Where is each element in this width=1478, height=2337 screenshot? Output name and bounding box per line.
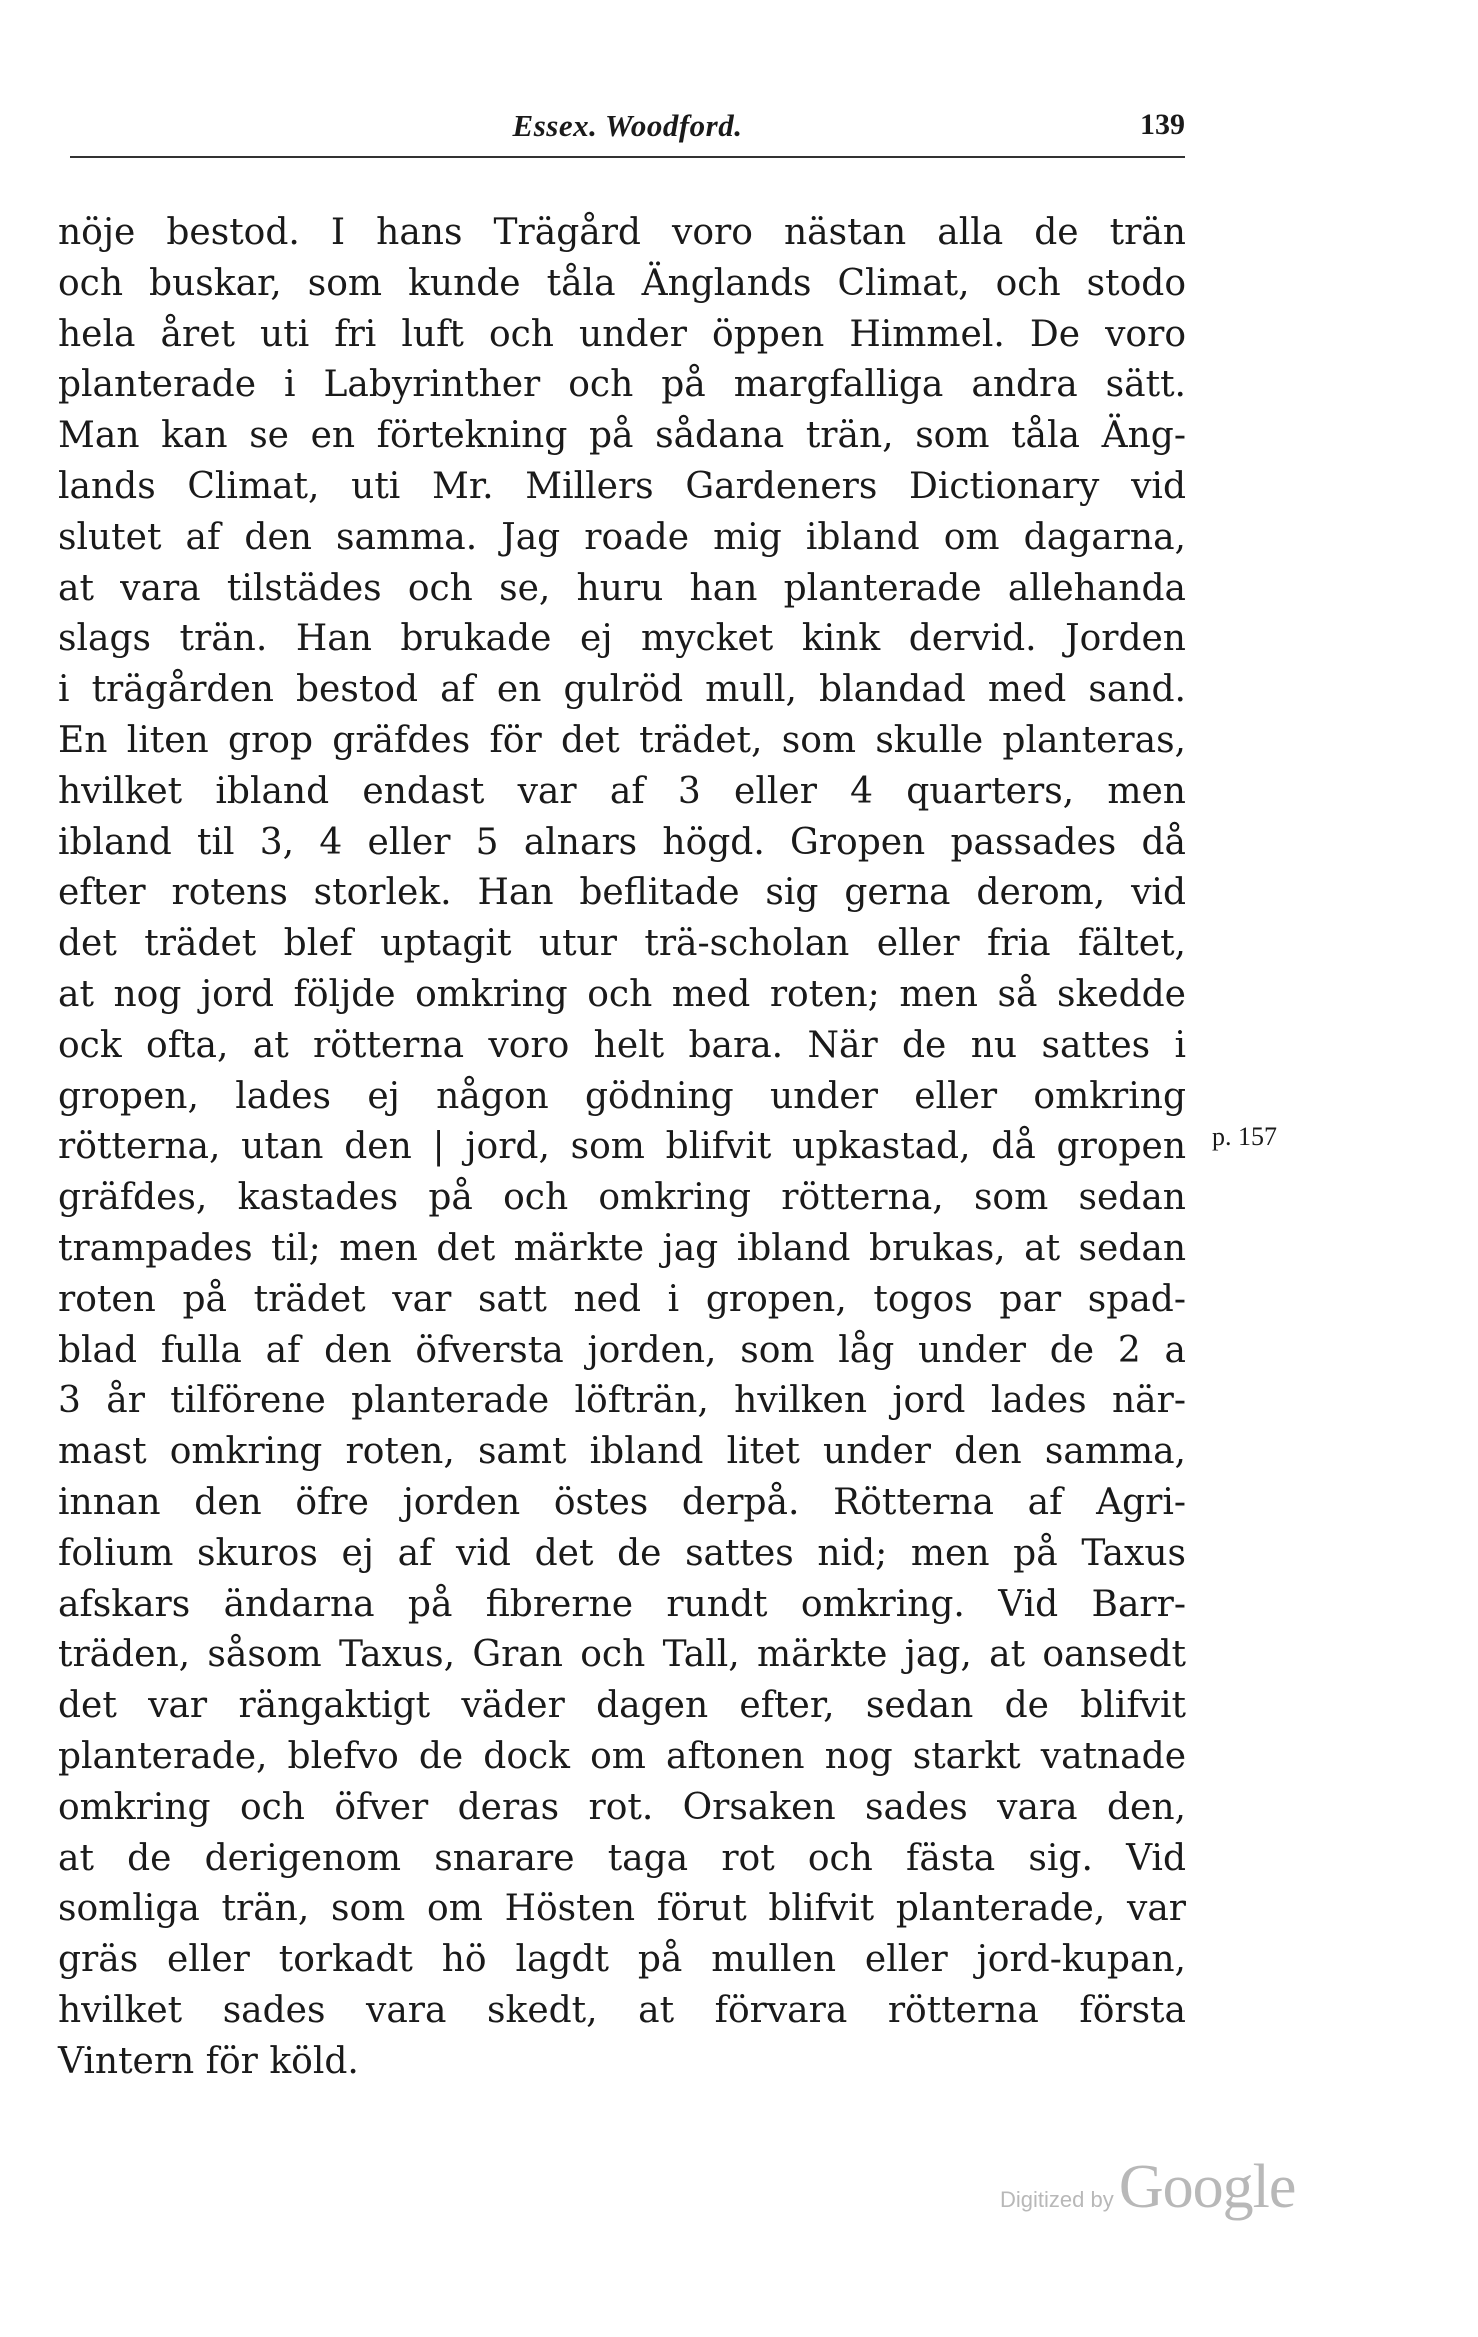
text-line: gräfdes, kastades på och omkring rötterna, som sedan: [58, 1177, 1186, 1219]
text-line: och buskar, som kunde tåla Änglands Climat, och stodo: [58, 262, 1186, 304]
text-line: efter rotens storlek. Han beflitade sig gerna derom, vid: [58, 872, 1186, 914]
text-line: afskars ändarna på fibrerne rundt omkring. Vid Barr-: [58, 1583, 1186, 1625]
text-line: at nog jord följde omkring och med roten; men så skedde: [58, 973, 1186, 1015]
text-line: Man kan se en förtekning på sådana trän, som tåla Äng-: [58, 415, 1186, 457]
header-rule: [70, 156, 1185, 158]
text-line: hvilket sades vara skedt, at förvara rötterna första: [58, 1989, 1186, 2031]
text-line: blad fulla af den öfversta jorden, som låg under de 2 a: [58, 1329, 1186, 1371]
text-line: at de derigenom snarare taga rot och fästa sig. Vid: [58, 1837, 1186, 1879]
text-line-last: Vintern för köld.: [58, 2040, 359, 2082]
text-line: hvilket ibland endast var af 3 eller 4 quarters, men: [58, 770, 1186, 812]
text-line: roten på trädet var satt ned i gropen, togos par spad-: [58, 1278, 1186, 1320]
running-head: [70, 108, 1185, 158]
google-logo: Google: [1118, 2153, 1296, 2221]
text-line: 3 år tilförene planterade löfträn, hvilken jord lades när-: [58, 1380, 1186, 1422]
text-line: at vara tilstädes och se, huru han planterade allehanda: [58, 567, 1186, 609]
text-line: slags trän. Han brukade ej mycket kink dervid. Jorden: [58, 618, 1186, 660]
text-line: gropen, lades ej någon gödning under eller omkring: [58, 1075, 1186, 1117]
digitized-watermark: [1000, 2152, 1295, 2223]
digitized-by-label: Digitized by: [1000, 2187, 1114, 2212]
text-line: i trägården bestod af en gulröd mull, blandad med sand.: [58, 669, 1186, 711]
text-line: rötterna, utan den | jord, som blifvit upkastad, då gropen: [58, 1126, 1186, 1168]
text-line: det var rängaktigt väder dagen efter, sedan de blifvit: [58, 1685, 1186, 1727]
text-line: planterade, blefvo de dock om aftonen nog starkt vatnade: [58, 1735, 1186, 1777]
page-number: 139: [1140, 108, 1185, 141]
text-line: hela året uti fri luft och under öppen Himmel. De voro: [58, 313, 1186, 355]
text-line: gräs eller torkadt hö lagdt på mullen eller jord-kupan,: [58, 1939, 1186, 1981]
text-line: trampades til; men det märkte jag ibland brukas, at sedan: [58, 1227, 1186, 1269]
running-title: Essex. Woodford.: [512, 108, 743, 143]
text-line: innan den öfre jorden östes derpå. Rötterna af Agri-: [58, 1481, 1186, 1523]
text-line: lands Climat, uti Mr. Millers Gardeners Dictionary vid: [58, 465, 1186, 507]
text-line: En liten grop gräfdes för det trädet, som skulle planteras,: [58, 719, 1186, 761]
text-line: ibland til 3, 4 eller 5 alnars högd. Gropen passades då: [58, 821, 1186, 863]
text-line: nöje bestod. I hans Trägård voro nästan alla de trän: [58, 212, 1186, 253]
text-line: planterade i Labyrinther och på margfalliga andra sätt.: [58, 364, 1186, 406]
margin-page-reference: p. 157: [1212, 1122, 1277, 1151]
text-line: det trädet blef uptagit utur trä-scholan eller fria fältet,: [58, 923, 1186, 965]
text-line: slutet af den samma. Jag roade mig ibland om dagarna,: [58, 516, 1186, 558]
text-line: träden, såsom Taxus, Gran och Tall, märkte jag, at oansedt: [58, 1634, 1186, 1676]
text-line: omkring och öfver deras rot. Orsaken sades vara den,: [58, 1786, 1186, 1828]
text-line: folium skuros ej af vid det de sattes nid; men på Taxus: [58, 1532, 1186, 1574]
body-text: [58, 208, 1186, 2087]
text-line: ock ofta, at rötterna voro helt bara. När de nu sattes i: [58, 1024, 1186, 1066]
text-line: somliga trän, som om Hösten förut blifvit planterade, var: [58, 1888, 1186, 1930]
text-line: mast omkring roten, samt ibland litet under den samma,: [58, 1431, 1186, 1473]
